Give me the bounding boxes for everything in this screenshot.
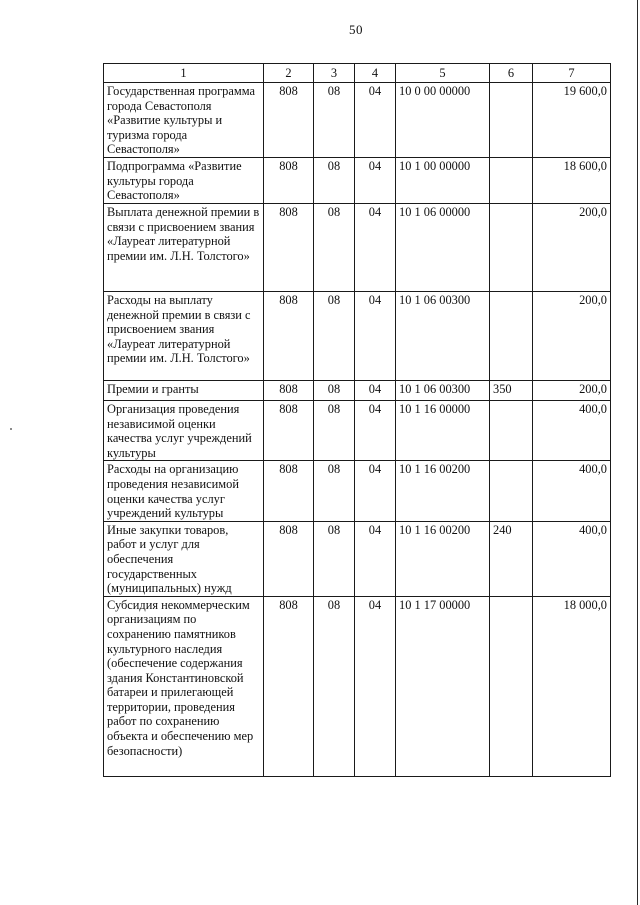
row-vr: 240 bbox=[490, 521, 533, 596]
row-pr: 04 bbox=[355, 157, 396, 203]
row-sum: 200,0 bbox=[533, 291, 611, 380]
row-vr bbox=[490, 203, 533, 291]
page-number: 50 bbox=[349, 22, 363, 37]
header-row bbox=[104, 64, 611, 83]
row-pr: 04 bbox=[355, 400, 396, 460]
row-name: Выплата денежной премии в связи с присвоением звания «Лауреат литературной премии им. Л.Н. Толстого» bbox=[104, 203, 264, 291]
row-sum: 18 000,0 bbox=[533, 596, 611, 776]
row-ved: 808 bbox=[264, 596, 314, 776]
row-vr bbox=[490, 400, 533, 460]
column-header: 6 bbox=[490, 64, 533, 83]
row-name: Организация проведения независимой оценки качества услуг учреждений культуры bbox=[104, 400, 264, 460]
row-rz: 08 bbox=[314, 380, 355, 400]
row-pr: 04 bbox=[355, 380, 396, 400]
row-name: Иные закупки товаров, работ и услуг для обеспечения государственных (муниципальных) нужд bbox=[104, 521, 264, 596]
row-vr: 350 bbox=[490, 380, 533, 400]
row-sum: 200,0 bbox=[533, 203, 611, 291]
row-csr: 10 1 06 00300 bbox=[396, 380, 490, 400]
table-row bbox=[104, 157, 611, 203]
row-csr: 10 1 16 00000 bbox=[396, 400, 490, 460]
column-header: 2 bbox=[264, 64, 314, 83]
row-ved: 808 bbox=[264, 203, 314, 291]
row-rz: 08 bbox=[314, 203, 355, 291]
row-ved: 808 bbox=[264, 461, 314, 521]
row-ved: 808 bbox=[264, 380, 314, 400]
row-name: Государственная программа города Севастополя «Развитие культуры и туризма города Севастополя» bbox=[104, 83, 264, 158]
row-ved: 808 bbox=[264, 291, 314, 380]
table-row bbox=[104, 291, 611, 380]
column-header: 3 bbox=[314, 64, 355, 83]
row-vr bbox=[490, 291, 533, 380]
scan-speck bbox=[10, 428, 12, 430]
table-row bbox=[104, 521, 611, 596]
scan-border bbox=[637, 0, 638, 905]
row-ved: 808 bbox=[264, 400, 314, 460]
table-row bbox=[104, 596, 611, 776]
row-ved: 808 bbox=[264, 157, 314, 203]
row-ved: 808 bbox=[264, 521, 314, 596]
row-sum: 19 600,0 bbox=[533, 83, 611, 158]
row-rz: 08 bbox=[314, 83, 355, 158]
row-rz: 08 bbox=[314, 291, 355, 380]
row-vr bbox=[490, 83, 533, 158]
row-pr: 04 bbox=[355, 596, 396, 776]
column-header: 1 bbox=[104, 64, 264, 83]
row-csr: 10 0 00 00000 bbox=[396, 83, 490, 158]
row-name: Премии и гранты bbox=[104, 380, 264, 400]
row-pr: 04 bbox=[355, 461, 396, 521]
row-csr: 10 1 00 00000 bbox=[396, 157, 490, 203]
row-rz: 08 bbox=[314, 596, 355, 776]
row-sum: 18 600,0 bbox=[533, 157, 611, 203]
table-row bbox=[104, 83, 611, 158]
row-sum: 400,0 bbox=[533, 400, 611, 460]
column-header: 4 bbox=[355, 64, 396, 83]
table-row bbox=[104, 400, 611, 460]
column-header: 7 bbox=[533, 64, 611, 83]
row-rz: 08 bbox=[314, 400, 355, 460]
row-csr: 10 1 06 00000 bbox=[396, 203, 490, 291]
row-vr bbox=[490, 596, 533, 776]
row-rz: 08 bbox=[314, 461, 355, 521]
row-name: Расходы на выплату денежной премии в связи с присвоением звания «Лауреат литературной премии им. Л.Н. Толстого» bbox=[104, 291, 264, 380]
row-rz: 08 bbox=[314, 521, 355, 596]
row-name: Подпрограмма «Развитие культуры города Севастополя» bbox=[104, 157, 264, 203]
table-row bbox=[104, 203, 611, 291]
row-vr bbox=[490, 461, 533, 521]
row-name: Расходы на организацию проведения независимой оценки качества услуг учреждений культуры bbox=[104, 461, 264, 521]
row-sum: 400,0 bbox=[533, 521, 611, 596]
row-vr bbox=[490, 157, 533, 203]
row-csr: 10 1 17 00000 bbox=[396, 596, 490, 776]
row-rz: 08 bbox=[314, 157, 355, 203]
row-csr: 10 1 06 00300 bbox=[396, 291, 490, 380]
row-sum: 200,0 bbox=[533, 380, 611, 400]
row-csr: 10 1 16 00200 bbox=[396, 461, 490, 521]
row-pr: 04 bbox=[355, 521, 396, 596]
row-sum: 400,0 bbox=[533, 461, 611, 521]
row-name: Субсидия некоммерческим организациям по сохранению памятников культурного наследия (обеспечение содержания здания Константиновской батареи и прилегающей территории, проведения работ по сохранению объекта и обеспечению мер безопасности) bbox=[104, 596, 264, 776]
row-pr: 04 bbox=[355, 291, 396, 380]
row-pr: 04 bbox=[355, 203, 396, 291]
table-row bbox=[104, 461, 611, 521]
row-csr: 10 1 16 00200 bbox=[396, 521, 490, 596]
column-header: 5 bbox=[396, 64, 490, 83]
row-pr: 04 bbox=[355, 83, 396, 158]
table-row bbox=[104, 380, 611, 400]
budget-table bbox=[103, 63, 611, 777]
row-ved: 808 bbox=[264, 83, 314, 158]
